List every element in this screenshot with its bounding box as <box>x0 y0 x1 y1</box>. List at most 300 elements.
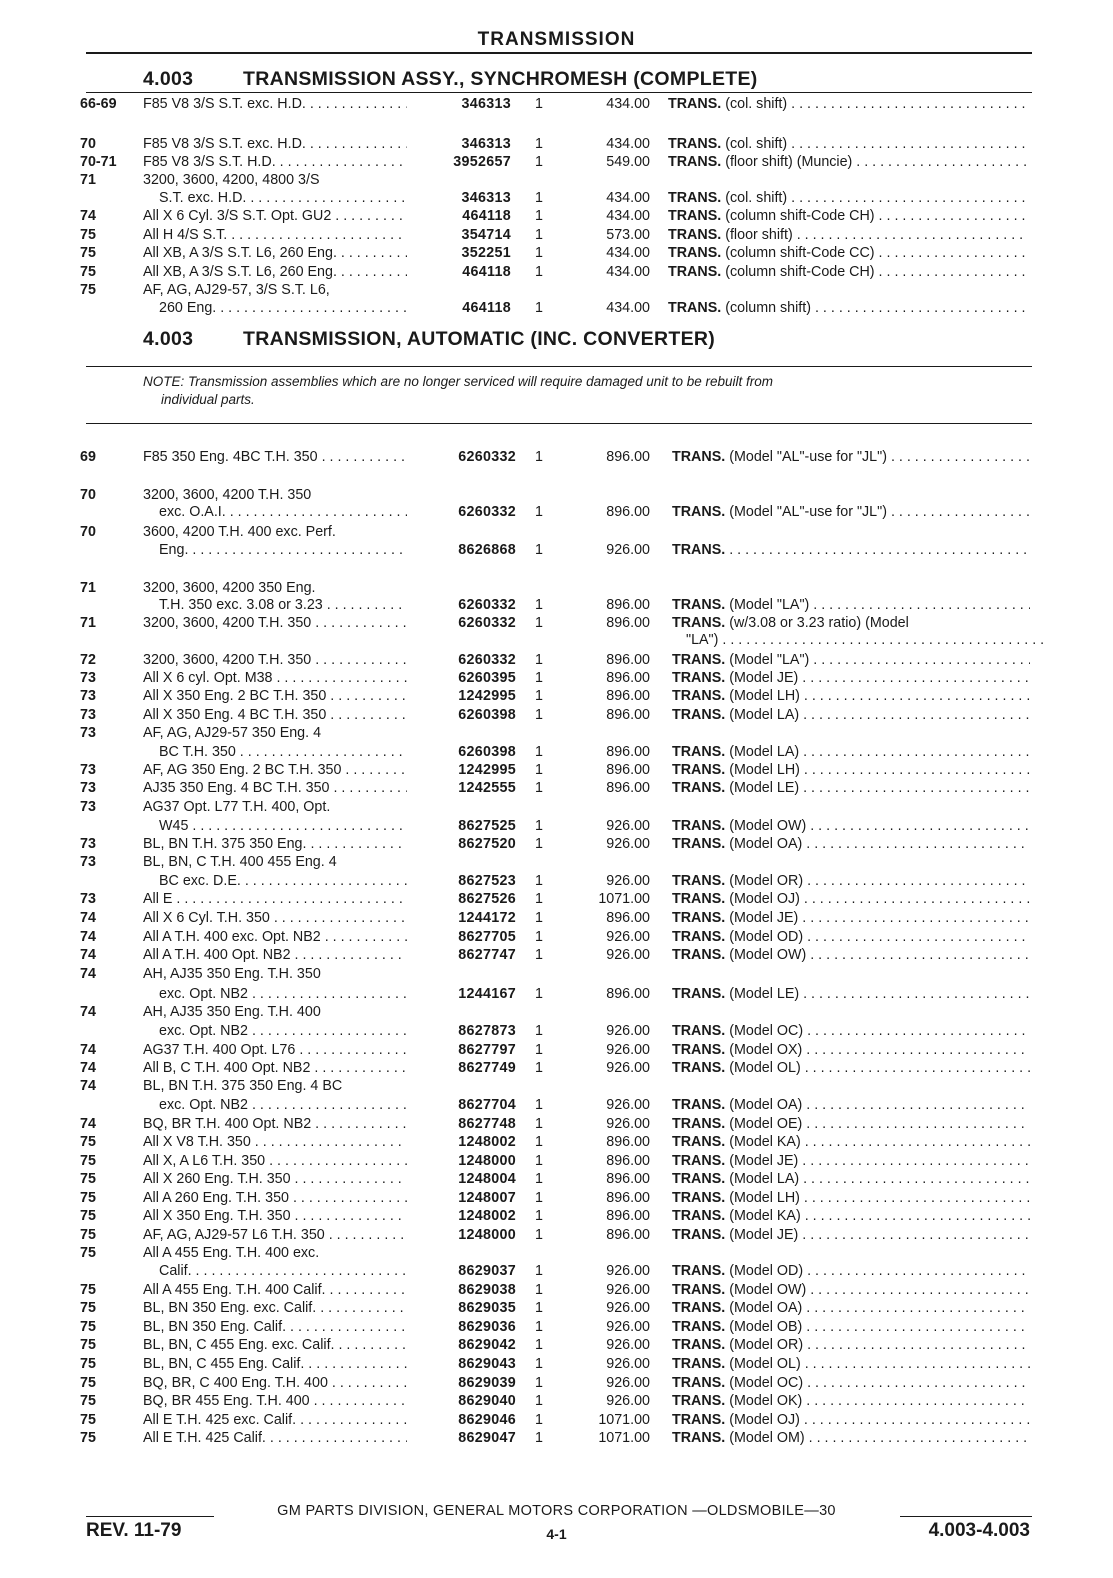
part-number: 346313 <box>461 96 511 112</box>
quantity: 1 <box>535 688 543 704</box>
table-row <box>0 614 1113 632</box>
list-price: 1071.00 <box>598 891 650 907</box>
part-name-detail: (Model OC) <box>729 1023 804 1039</box>
part-name-label: TRANS. <box>672 707 726 723</box>
part-name-label: TRANS. <box>672 1023 726 1039</box>
part-name-label: TRANS. <box>672 1356 726 1372</box>
application-description: All X, A L6 T.H. 350 . . . <box>143 1152 407 1170</box>
model-year: 74 <box>80 1042 96 1058</box>
list-price: 926.00 <box>606 1300 650 1316</box>
quantity: 1 <box>535 1300 543 1316</box>
part-name-detail: (Model "LA") <box>729 652 810 668</box>
part-number: 1242555 <box>458 780 516 796</box>
list-price: 896.00 <box>606 780 650 796</box>
part-name-label: TRANS. <box>672 688 726 704</box>
application-description: BL, BN 350 Eng. Calif. . . . <box>143 1318 407 1336</box>
table-row <box>0 135 1113 153</box>
part-name-detail: (Model OE) <box>729 1116 803 1132</box>
application-description: Eng. . . . <box>159 541 407 559</box>
model-year: 75 <box>80 1319 96 1335</box>
note-line: individual parts. <box>161 392 255 407</box>
quantity: 1 <box>535 154 543 170</box>
application-description: All A 455 Eng. T.H. 400 exc. <box>143 1245 320 1261</box>
part-name <box>672 1411 1030 1429</box>
table-row <box>0 1226 1113 1244</box>
model-year: 75 <box>80 1153 96 1169</box>
part-name-detail: (Model OC) <box>729 1375 804 1391</box>
part-name-detail: (Model OB) <box>729 1319 803 1335</box>
section-heading-synchromesh <box>143 68 758 91</box>
table-row <box>0 946 1113 964</box>
model-year: 75 <box>80 1393 96 1409</box>
part-name <box>672 1207 1030 1225</box>
list-price: 549.00 <box>606 154 650 170</box>
application-description: exc. O.A.I. . . . <box>159 503 407 521</box>
section-title: TRANSMISSION, AUTOMATIC (INC. CONVERTER) <box>243 328 716 350</box>
application-description: AG37 T.H. 400 Opt. L76 . . . <box>143 1041 407 1059</box>
table-row <box>0 503 1113 521</box>
model-year: 73 <box>80 836 96 852</box>
part-name-label: TRANS. <box>672 1412 726 1428</box>
application-description: F85 V8 3/S S.T. exc. H.D. . . . <box>143 135 407 153</box>
section-number: 4.003 <box>143 328 194 350</box>
quantity: 1 <box>535 947 543 963</box>
quantity: 1 <box>535 136 543 152</box>
application-description: All X 350 Eng. 4 BC T.H. 350 . . . <box>143 706 407 724</box>
part-number: 8627797 <box>458 1042 516 1058</box>
part-name-detail: (Model JE) <box>729 1227 799 1243</box>
part-name-label: TRANS. <box>672 1430 726 1446</box>
quantity: 1 <box>535 1097 543 1113</box>
part-name-label: TRANS. <box>672 1263 726 1279</box>
footer-revision: REV. 11-79 <box>86 1520 182 1541</box>
part-number: 8629037 <box>458 1263 516 1279</box>
part-name-detail: (Model OD) <box>729 929 804 945</box>
part-number: 8629036 <box>458 1319 516 1335</box>
model-year: 73 <box>80 762 96 778</box>
part-name <box>672 1170 1030 1188</box>
application-description: AG37 Opt. L77 T.H. 400, Opt. <box>143 799 331 815</box>
part-name <box>672 1041 1030 1059</box>
model-year: 75 <box>80 1134 96 1150</box>
list-price: 926.00 <box>606 929 650 945</box>
part-name-label: TRANS. <box>672 1393 726 1409</box>
model-year: 75 <box>80 1282 96 1298</box>
list-price: 926.00 <box>606 836 650 852</box>
model-year: 74 <box>80 1078 96 1094</box>
part-name-label: TRANS. <box>672 818 726 834</box>
part-name-detail: (Model OK) <box>729 1393 803 1409</box>
application-description: All E . . . <box>143 890 407 908</box>
quantity: 1 <box>535 264 543 280</box>
table-row <box>0 669 1113 687</box>
application-description: BL, BN T.H. 375 350 Eng. 4 BC <box>143 1078 343 1094</box>
part-name <box>672 541 1030 559</box>
model-year: 66-69 <box>80 96 117 112</box>
application-description: All E T.H. 425 exc. Calif. . . . <box>143 1411 407 1429</box>
quantity: 1 <box>535 1430 543 1446</box>
application-description: AF, AG, AJ29-57 L6 T.H. 350 . . . <box>143 1226 407 1244</box>
part-number: 464118 <box>462 300 511 316</box>
part-name-detail: (Model LA) <box>729 744 800 760</box>
part-name <box>668 226 1028 244</box>
quantity: 1 <box>535 707 543 723</box>
table-row <box>0 189 1113 207</box>
model-year: 75 <box>80 1245 96 1261</box>
application-description: All X 6 Cyl. 3/S S.T. Opt. GU2 . . . <box>143 207 407 225</box>
table-row <box>0 798 1113 816</box>
model-year: 70 <box>80 136 96 152</box>
part-number: 1248000 <box>458 1153 516 1169</box>
section-rule <box>86 92 1032 93</box>
table-row <box>0 1003 1113 1021</box>
part-number: 352251 <box>461 245 511 261</box>
part-name-label: TRANS. <box>672 597 726 613</box>
list-price: 926.00 <box>606 1263 650 1279</box>
part-name-label: TRANS. <box>672 910 726 926</box>
application-description: exc. Opt. NB2 . . . <box>159 985 407 1003</box>
part-name-label: TRANS. <box>672 1208 726 1224</box>
table-row <box>0 486 1113 504</box>
part-number: 1248004 <box>458 1171 516 1187</box>
list-price: 926.00 <box>606 1393 650 1409</box>
table-row <box>0 835 1113 853</box>
page-header-title: TRANSMISSION <box>477 29 636 50</box>
quantity: 1 <box>535 542 543 558</box>
quantity: 1 <box>535 1190 543 1206</box>
table-row <box>0 299 1113 317</box>
part-name-detail: (column shift-Code CH) <box>725 208 875 224</box>
table-row <box>0 1189 1113 1207</box>
part-number: 1242995 <box>458 762 516 778</box>
quantity: 1 <box>535 245 543 261</box>
model-year: 74 <box>80 1004 96 1020</box>
list-price: 896.00 <box>606 688 650 704</box>
part-name-detail: (Model "LA") <box>729 597 810 613</box>
part-number: 6260398 <box>458 744 516 760</box>
list-price: 896.00 <box>606 449 650 465</box>
quantity: 1 <box>535 910 543 926</box>
application-description: 3600, 4200 T.H. 400 exc. Perf. <box>143 524 336 540</box>
list-price: 896.00 <box>606 1227 650 1243</box>
table-row <box>0 890 1113 908</box>
application-description: exc. Opt. NB2 . . . <box>159 1096 407 1114</box>
model-year: 74 <box>80 910 96 926</box>
list-price: 434.00 <box>606 300 650 316</box>
list-price: 896.00 <box>606 1171 650 1187</box>
part-name-detail: (Model LH) <box>729 1190 800 1206</box>
list-price: 434.00 <box>606 136 650 152</box>
part-number: 1248007 <box>458 1190 516 1206</box>
part-name <box>672 596 1030 614</box>
quantity: 1 <box>535 1412 543 1428</box>
model-year: 73 <box>80 891 96 907</box>
application-description: S.T. exc. H.D. . . . <box>159 189 407 207</box>
quantity: 1 <box>535 1319 543 1335</box>
quantity: 1 <box>535 1208 543 1224</box>
part-name-label: TRANS. <box>672 1227 726 1243</box>
application-description: All X 350 Eng. 2 BC T.H. 350 . . . <box>143 687 407 705</box>
part-number: 8627747 <box>458 947 516 963</box>
part-name <box>672 1133 1030 1151</box>
part-number: 8626868 <box>458 542 516 558</box>
model-year: 75 <box>80 245 96 261</box>
application-description: BL, BN 350 Eng. exc. Calif. . . . <box>143 1299 407 1317</box>
application-description: AH, AJ35 350 Eng. T.H. 350 <box>143 966 321 982</box>
list-price: 926.00 <box>606 542 650 558</box>
part-name <box>672 890 1030 908</box>
part-name-label: TRANS. <box>672 836 726 852</box>
section-heading-automatic <box>143 328 715 351</box>
part-name-label: TRANS. <box>668 264 722 280</box>
part-name <box>672 651 1030 669</box>
part-name <box>672 1096 1030 1114</box>
part-number: 346313 <box>461 136 511 152</box>
part-name-detail: (Model OD) <box>729 1263 804 1279</box>
part-name <box>672 743 1030 761</box>
part-name-detail: (column shift-Code CC) <box>725 245 875 261</box>
table-row <box>0 1207 1113 1225</box>
part-name-label: TRANS. <box>668 300 722 316</box>
part-number: 6260332 <box>458 652 516 668</box>
table-row <box>0 651 1113 669</box>
application-description: All XB, A 3/S S.T. L6, 260 Eng. . . . <box>143 263 407 281</box>
part-name-detail: (column shift) <box>725 300 812 316</box>
table-row <box>0 1133 1113 1151</box>
application-description: BL, BN T.H. 375 350 Eng. . . . <box>143 835 407 853</box>
quantity: 1 <box>535 1356 543 1372</box>
part-number: 464118 <box>462 208 511 224</box>
model-year: 74 <box>80 929 96 945</box>
part-name-label: TRANS. <box>672 1153 726 1169</box>
list-price: 926.00 <box>606 1097 650 1113</box>
list-price: 434.00 <box>606 208 650 224</box>
list-price: 1071.00 <box>598 1430 650 1446</box>
part-name <box>672 909 1030 927</box>
quantity: 1 <box>535 1227 543 1243</box>
quantity: 1 <box>535 1042 543 1058</box>
part-name <box>672 1355 1030 1373</box>
part-name-label: TRANS. <box>672 744 726 760</box>
part-name <box>668 153 1028 171</box>
part-number: 8627523 <box>458 873 516 889</box>
model-year: 74 <box>80 1116 96 1132</box>
list-price: 896.00 <box>606 707 650 723</box>
part-name-label: TRANS. <box>668 136 722 152</box>
application-description: BL, BN, C T.H. 400 455 Eng. 4 <box>143 854 337 870</box>
part-name-label: TRANS. <box>672 986 726 1002</box>
table-row <box>0 1170 1113 1188</box>
list-price: 926.00 <box>606 1319 650 1335</box>
model-year: 69 <box>80 449 96 465</box>
part-number: 3952657 <box>453 154 511 170</box>
table-row <box>0 853 1113 871</box>
part-name-label: TRANS. <box>672 1171 726 1187</box>
part-name-detail: (Model OW) <box>729 947 807 963</box>
table-row <box>0 1355 1113 1373</box>
part-name <box>672 1318 1030 1336</box>
list-price: 434.00 <box>606 190 650 206</box>
part-number: 8629046 <box>458 1412 516 1428</box>
model-year: 73 <box>80 780 96 796</box>
list-price: 896.00 <box>606 504 650 520</box>
part-name-detail: (Model JE) <box>729 1153 799 1169</box>
application-description: BL, BN, C 455 Eng. exc. Calif. . . . <box>143 1336 407 1354</box>
part-number: 8627525 <box>458 818 516 834</box>
part-number: 8627748 <box>458 1116 516 1132</box>
part-name <box>672 503 1030 521</box>
model-year: 70 <box>80 524 96 540</box>
part-name-detail: (col. shift) <box>725 96 788 112</box>
part-number: 6260332 <box>458 504 516 520</box>
part-name-detail: (floor shift) <box>725 227 793 243</box>
part-name <box>672 1189 1030 1207</box>
model-year: 75 <box>80 1171 96 1187</box>
model-year: 73 <box>80 799 96 815</box>
part-name-label: TRANS. <box>668 208 722 224</box>
part-name-label: TRANS. <box>672 1134 726 1150</box>
list-price: 896.00 <box>606 615 650 631</box>
model-year: 74 <box>80 1060 96 1076</box>
application-description: 3200, 3600, 4200 T.H. 350 . . . <box>143 614 407 632</box>
part-name-label: TRANS. <box>668 154 722 170</box>
part-name <box>672 1281 1030 1299</box>
part-name-detail: (Model "AL"-use for "JL") <box>729 504 887 520</box>
part-number: 6260332 <box>458 597 516 613</box>
part-name-detail: (Model OA) <box>729 1097 803 1113</box>
application-description: All A 260 Eng. T.H. 350 . . . <box>143 1189 407 1207</box>
quantity: 1 <box>535 652 543 668</box>
part-name <box>672 631 1044 649</box>
part-name-label: TRANS. <box>672 542 726 558</box>
table-row <box>0 153 1113 171</box>
model-year: 75 <box>80 227 96 243</box>
table-row <box>0 743 1113 761</box>
table-row <box>0 761 1113 779</box>
note-line: NOTE: Transmission assemblies which are no longer serviced will require damaged unit to be rebuilt from <box>143 374 774 389</box>
part-name-label: TRANS. <box>672 652 726 668</box>
part-name-label: TRANS. <box>672 1190 726 1206</box>
part-name <box>672 706 1030 724</box>
table-row <box>0 1374 1113 1392</box>
quantity: 1 <box>535 836 543 852</box>
list-price: 926.00 <box>606 873 650 889</box>
table-row <box>0 817 1113 835</box>
part-name-detail: (Model LA) <box>729 707 800 723</box>
table-row <box>0 1262 1113 1280</box>
table-row <box>0 928 1113 946</box>
part-number: 1242995 <box>458 688 516 704</box>
quantity: 1 <box>535 615 543 631</box>
part-name <box>672 614 1030 632</box>
model-year: 75 <box>80 1190 96 1206</box>
part-number: 1244172 <box>458 910 516 926</box>
list-price: 926.00 <box>606 1023 650 1039</box>
part-number: 464118 <box>462 264 511 280</box>
table-row <box>0 1059 1113 1077</box>
part-number: 354714 <box>461 227 511 243</box>
list-price: 926.00 <box>606 1337 650 1353</box>
part-name <box>668 135 1028 153</box>
part-number: 8629039 <box>458 1375 516 1391</box>
model-year: 75 <box>80 264 96 280</box>
application-description: Calif. . . . <box>159 1262 407 1280</box>
table-row <box>0 1077 1113 1095</box>
list-price: 896.00 <box>606 670 650 686</box>
section-rule <box>86 366 1032 367</box>
application-description: W45 . . . <box>159 817 407 835</box>
part-name <box>672 1262 1030 1280</box>
list-price: 434.00 <box>606 96 650 112</box>
model-year: 75 <box>80 1208 96 1224</box>
quantity: 1 <box>535 744 543 760</box>
application-description: F85 V8 3/S S.T. H.D. . . . <box>143 153 407 171</box>
table-row <box>0 1411 1113 1429</box>
list-price: 926.00 <box>606 1042 650 1058</box>
application-description: AH, AJ35 350 Eng. T.H. 400 <box>143 1004 321 1020</box>
model-year: 71 <box>80 615 96 631</box>
table-row <box>0 171 1113 189</box>
list-price: 896.00 <box>606 1190 650 1206</box>
part-name-detail: (Model OA) <box>729 1300 803 1316</box>
model-year: 75 <box>80 1300 96 1316</box>
list-price: 926.00 <box>606 947 650 963</box>
footer-page-number: 4-1 <box>546 1526 567 1542</box>
part-number: 6260332 <box>458 449 516 465</box>
list-price: 434.00 <box>606 264 650 280</box>
application-description: 3200, 3600, 4200, 4800 3/S <box>143 172 320 188</box>
quantity: 1 <box>535 208 543 224</box>
table-row <box>0 1429 1113 1447</box>
application-description: All X V8 T.H. 350 . . . <box>143 1133 407 1151</box>
application-description: exc. Opt. NB2 . . . <box>159 1022 407 1040</box>
application-description: T.H. 350 exc. 3.08 or 3.23 . . . <box>159 596 407 614</box>
model-year: 75 <box>80 282 96 298</box>
quantity: 1 <box>535 1060 543 1076</box>
note-rule <box>86 423 1032 424</box>
table-row <box>0 872 1113 890</box>
part-name-detail: (Model OJ) <box>729 1412 800 1428</box>
part-name-label: TRANS. <box>672 1042 726 1058</box>
quantity: 1 <box>535 818 543 834</box>
part-number: 1248002 <box>458 1208 516 1224</box>
part-name-label: TRANS. <box>672 929 726 945</box>
part-name <box>668 244 1028 262</box>
part-name-detail: (Model JE) <box>729 910 799 926</box>
part-name-label: TRANS. <box>672 947 726 963</box>
part-name-detail: (Model OM) <box>729 1430 805 1446</box>
part-name-detail: (Model KA) <box>729 1134 801 1150</box>
table-row <box>0 579 1113 597</box>
section-title: TRANSMISSION ASSY., SYNCHROMESH (COMPLETE) <box>243 68 758 90</box>
part-name-detail: (Model OL) <box>729 1356 801 1372</box>
section-number: 4.003 <box>143 68 194 90</box>
quantity: 1 <box>535 670 543 686</box>
table-row <box>0 631 1113 649</box>
part-name-label: TRANS. <box>672 1060 726 1076</box>
table-row <box>0 1244 1113 1262</box>
table-row <box>0 779 1113 797</box>
part-name <box>668 263 1028 281</box>
list-price: 573.00 <box>606 227 650 243</box>
part-name <box>668 207 1028 225</box>
part-name <box>672 817 1030 835</box>
table-row <box>0 596 1113 614</box>
model-year: 73 <box>80 725 96 741</box>
list-price: 896.00 <box>606 1134 650 1150</box>
list-price: 926.00 <box>606 818 650 834</box>
part-name-label: TRANS. <box>672 1375 726 1391</box>
